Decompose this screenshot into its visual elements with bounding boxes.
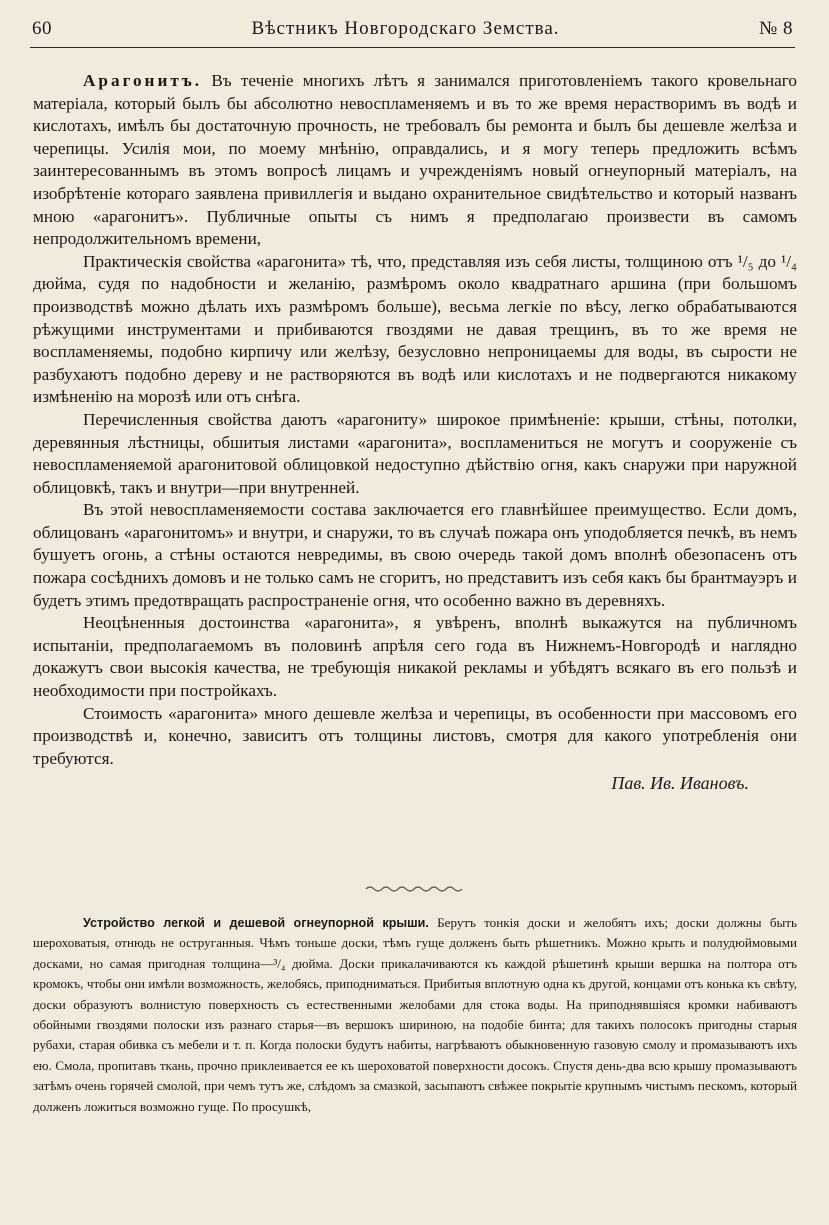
paragraph-3: Перечисленныя свойства даютъ «арагониту» широкое примѣненіе: крыши, стѣны, потолки, деревянныя лѣстницы, обшитыя листами «арагонита», воспламениться не могутъ и сооруженіе съ невоспламеняемой арагонитовой облицовкой недоступно дѣйствію огня, какъ снаружи при наружной облицовкѣ, такъ и внутри—при внутренней. [33,409,797,497]
page-number: 60 [32,18,52,39]
article-lead-word: Арагонитъ. [83,71,203,90]
note-paragraph [33,913,797,1117]
paragraph-1-text: Въ теченіе многихъ лѣтъ я занимался приготовленіемъ такого кровельнаго матеріала, который былъ бы абсолютно невоспламеняемъ и въ то же время нерастворимъ въ водѣ и кислотахъ, имѣлъ бы достаточную прочность, не требовалъ бы ремонта и былъ бы дешевле желѣза и черепицы. Усилія мои, по моему мнѣнію, оправдались, и я могу теперь предложить всѣмъ заинтересованнымъ въ этомъ вопросѣ лицамъ и учрежденіямъ новый огнеупорный матеріалъ, на изобрѣтеніе котораго заявлена привиллегія и выдано охранительное свидѣтельство и который названъ мною «арагонитъ». Публичные опыты съ нимъ я предполагаю произвести въ самомъ непродолжительномъ времени, [33,71,797,249]
paragraph-5: Неоцѣненныя достоинства «арагонита», я увѣренъ, вполнѣ выкажутся на публичномъ испытаніи, предполагаемомъ въ половинѣ апрѣля сего года въ Нижнемъ-Новгородѣ и наглядно докажутъ свои высокія качества, не требующія никакой рекламы и убѣдятъ всякаго въ его пользѣ и необходимости при постройкахъ. [33,613,797,701]
page-header [32,18,793,44]
paragraph-6: Стоимость «арагонита» много дешевле желѣза и черепицы, въ особенности при массовомъ его производствѣ и, конечно, зависитъ отъ толщины листовъ, смотря для какого употребленія они требуются. [33,703,797,768]
note-text: Берутъ тонкія доски и желобятъ ихъ; доски должны быть шероховатыя, отнюдь не оструганныя. Чѣмъ тоньше доски, тѣмъ гуще долженъ быть рѣшетникъ. Можно крыть и полудюймовыми досками, но самая пригодная толщина—³/₄ дюйма. Доски прикалачиваются къ каждой рѣшетинѣ крыши вершка на полтора отъ кромокъ, чтобы они имѣли возможность, желобясь, приподниматься. Прибитыя вплотную одна къ другой, концами отъ конька къ свѣту, доски образуютъ волнистую поверхность съ естественными желобами для стока воды. На приподнявшіяся кромки набиваютъ обойными гвоздями полоски изъ разнаго старья—въ вершокъ шириною, на подобіе бинта; для такихъ полосокъ пригодны старыя рубахи, старая обивка съ мебели и т. п. Когда полоски будутъ набиты, нагрѣваютъ обыкновенную газовую смолу и промазываютъ ихъ ею. Смола, пропитавъ ткань, прочно приклеивается ее къ шероховатой поверхности досокъ. Спустя день-два всю крышу промазываютъ затѣмъ очень горячей смолой, при чемъ тутъ же, слѣдомъ за смазкой, засыпаютъ свѣжее покрытіе крупнымъ чистымъ пескомъ, который долженъ ложиться возможно гуще. По просушкѣ, [33,915,797,1114]
issue-number: № 8 [759,18,793,39]
journal-title: Вѣстникъ Новгородскаго Земства. [251,18,560,39]
paragraph-1 [33,70,797,251]
paragraph-4: Въ этой невоспламеняемости состава заключается его главнѣйшее преимущество. Если домъ, облицованъ «арагонитомъ» и внутри, и снаружи, то въ случаѣ пожара онъ уподобляется печкѣ, въ немъ бушуетъ огонь, а стѣны остаются невредимы, въ свою очередь такой домъ вполнѣ обезопасенъ отъ пожара сосѣднихъ домовъ и не только самъ не сгоритъ, но представитъ изъ себя какъ бы брантмауэръ и будетъ этимъ предотвращать распространеніе огня, что особенно важно въ деревняхъ. [33,500,797,610]
author-signature: Пав. Ив. Ивановъ. [611,773,749,794]
note-heading: Устройство легкой и дешевой огнеупорной крыши. [83,916,429,930]
note-section [33,913,797,1117]
paragraph-2: Практическія свойства «арагонита» тѣ, что, представляя изъ себя листы, толщиною отъ ¹/₅ до ¹/₄ дюйма, судя по надобности и желанію, размѣромъ около квадратнаго аршина (при большомъ производствѣ можно дѣлать ихъ размѣромъ больше), весьма легкіе по вѣсу, легко обрабатываются рѣжущими инструментами и прибиваются гвоздями не давая трещинъ, въ то же время не воспламеняемы, подобно кирпичу или желѣзу, безусловно непроницаемы для воды, въ сырости не разбухаютъ подобно дереву и не растворяются въ водѣ или кислотахъ и не подвергаются никакому измѣненію на морозѣ или отъ снѣга. [33,251,797,407]
article-body [33,70,797,795]
header-rule [30,47,795,48]
wavy-divider [364,884,464,894]
